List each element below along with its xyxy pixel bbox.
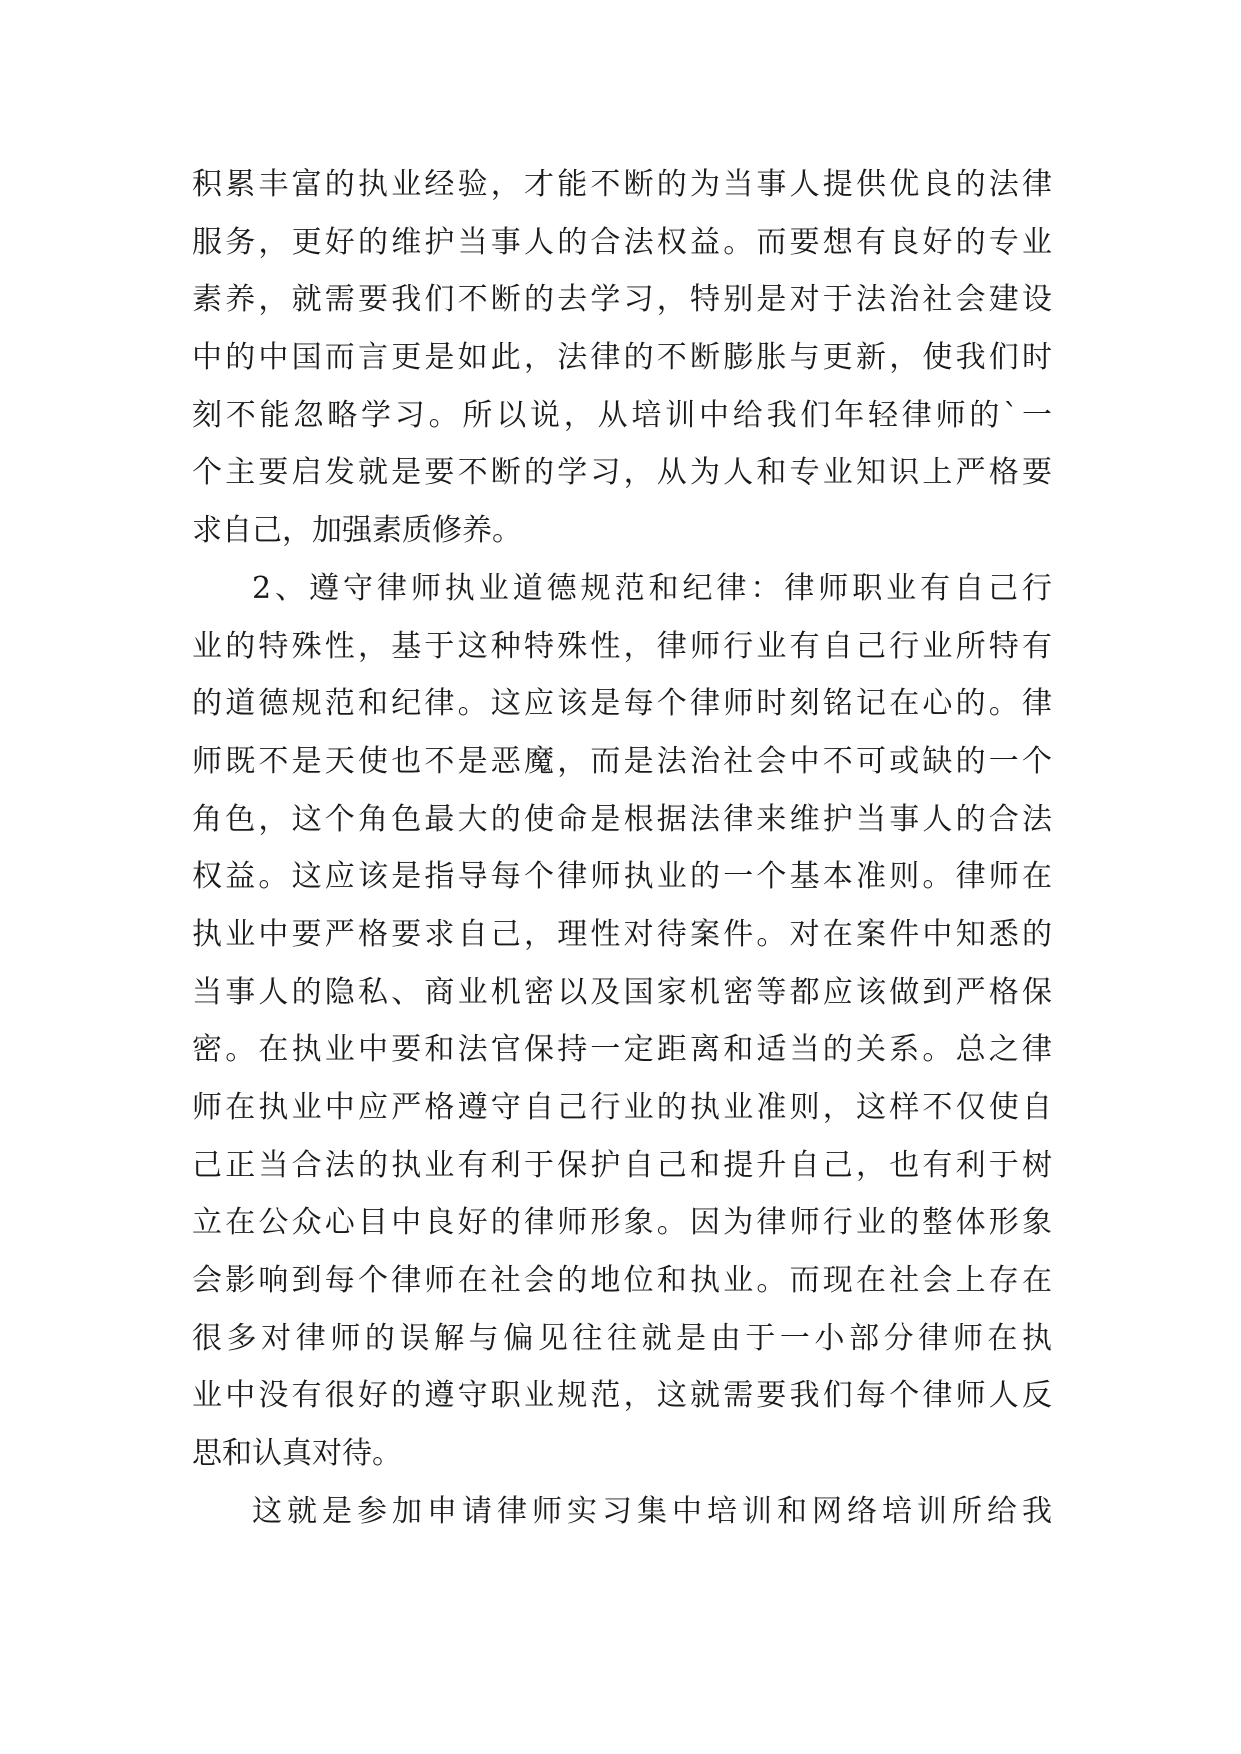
text-line: 执业中要严格要求自己，理性对待案件。对在案件中知悉的 [192, 916, 1052, 952]
text-line: 很多对律师的误解与偏见往往就是由于一小部分律师在执 [192, 1320, 1052, 1356]
text-line: 业中没有很好的遵守职业规范，这就需要我们每个律师人反 [192, 1378, 1052, 1414]
text-line: 业的特殊性，基于这种特殊性，律师行业有自己行业所特有 [192, 628, 1052, 664]
text-line: 服务，更好的维护当事人的合法权益。而要想有良好的专业 [192, 224, 1052, 260]
text-line: 中的中国而言更是如此，法律的不断膨胀与更新，使我们时 [192, 340, 1052, 376]
text-line: 个主要启发就是要不断的学习，从为人和专业知识上严格要 [192, 455, 1052, 491]
text-line: 积累丰富的执业经验，才能不断的为当事人提供优良的法律 [192, 167, 1052, 202]
text-line: 思和认真对待。 [192, 1436, 402, 1472]
text-line: 素养，就需要我们不断的去学习，特别是对于法治社会建设 [192, 282, 1052, 318]
text-line: 刻不能忽略学习。所以说，从培训中给我们年轻律师的`一 [192, 397, 1052, 433]
text-line: 师既不是天使也不是恶魔，而是法治社会中不可或缺的一个 [192, 743, 1052, 779]
text-line: 会影响到每个律师在社会的地位和执业。而现在社会上存在 [192, 1263, 1052, 1299]
text-line: 这就是参加申请律师实习集中培训和网络培训所给我 [252, 1493, 1052, 1529]
document-body [192, 156, 1052, 1541]
text-line: 己正当合法的执业有利于保护自己和提升自己，也有利于树 [192, 1147, 1052, 1183]
text-line: 角色，这个角色最大的使命是根据法律来维护当事人的合法 [192, 801, 1052, 837]
text-line: 师在执业中应严格遵守自己行业的执业准则，这样不仅使自 [192, 1090, 1052, 1125]
text-line: 的道德规范和纪律。这应该是每个律师时刻铭记在心的。律 [192, 686, 1052, 722]
text-line: 2、遵守律师执业道德规范和纪律：律师职业有自己行 [252, 570, 1052, 606]
text-line: 权益。这应该是指导每个律师执业的一个基本准则。律师在 [192, 859, 1052, 895]
text-line: 求自己，加强素质修养。 [192, 513, 522, 549]
text-line: 立在公众心目中良好的律师形象。因为律师行业的整体形象 [192, 1205, 1052, 1241]
text-line: 密。在执业中要和法官保持一定距离和适当的关系。总之律 [192, 1032, 1052, 1068]
text-line: 当事人的隐私、商业机密以及国家机密等都应该做到严格保 [192, 974, 1052, 1010]
